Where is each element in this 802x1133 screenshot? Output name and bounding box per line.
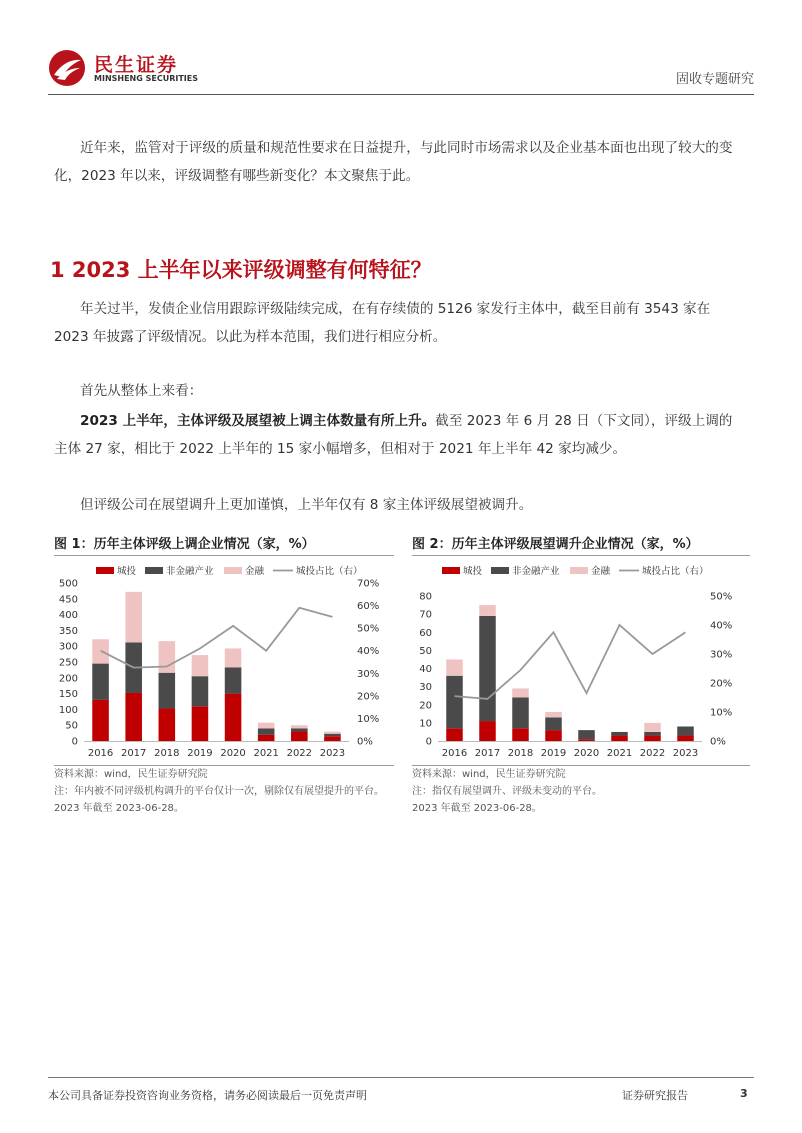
x-tick-label: 2020 [573,748,600,759]
x-tick-label: 2016 [87,748,114,759]
y-tick-label: 40 [419,664,432,675]
y-tick-label: 0 [425,736,432,748]
legend-label: 非金融产业 [512,566,560,577]
legend-label: 金融 [245,566,265,577]
y-tick-label: 300 [58,641,78,653]
bar-segment [578,739,595,741]
bar-segment [324,732,341,734]
y-tick-label: 10 [419,718,432,730]
y2-tick-label: 0% [710,736,726,748]
bar-segment [159,673,176,709]
y2-tick-label: 10% [710,707,733,719]
brand-logo [48,46,198,90]
bar-segment [512,698,529,729]
bar-segment [446,676,463,729]
bar-segment [611,732,628,736]
page-header [48,40,754,95]
y-tick-label: 30 [419,682,432,694]
bar-segment [125,693,142,741]
y-tick-label: 350 [58,625,78,637]
figure-2-note: 注：指仅有展望调升、评级未变动的平台。 [412,786,602,797]
legend-label: 城投 [117,566,137,577]
y-tick-label: 450 [58,594,78,606]
page-number: 3 [740,1087,748,1100]
x-tick-label: 2022 [639,748,666,759]
bar-segment [225,694,242,741]
y-tick-label: 0 [71,736,78,748]
paragraph-sample: 年关过半，发债企业信用跟踪评级陆续完成，在有存续债的 5126 家发行主体中，截至目前有 3543 家在 2023 年披露了评级情况。以此为样本范围，我们进行相应分析。 [54,301,711,345]
legend-swatch [491,567,509,574]
y2-tick-label: 50% [357,623,380,635]
figure-1-title: 图 1：历年主体评级上调企业情况（家，%） [54,537,315,552]
legend-swatch [570,567,588,574]
figure-1-chart [54,558,394,764]
bar-segment [677,736,694,741]
figure-2-date-note: 2023 年截至 2023-06-28。 [412,803,542,814]
x-tick-label: 2018 [154,748,180,759]
report-type: 固收专题研究 [675,72,754,87]
legend-label: 城投 [463,566,483,577]
x-tick-label: 2022 [286,748,313,759]
bar-segment [92,700,109,741]
bar-segment [159,641,176,673]
brand-name-en: MINSHENG SECURITIES [94,74,198,83]
bar-segment [192,706,209,741]
bar-segment [225,648,242,667]
bar-segment [545,730,562,741]
legend-swatch [145,567,163,574]
figure-1-source: 资料来源：wind，民生证券研究院 [54,769,208,780]
y-tick-label: 60 [419,627,432,639]
x-tick-label: 2020 [220,748,246,759]
y2-tick-label: 60% [357,601,380,613]
bar-segment [446,659,463,675]
figure-1-note: 注：年内被不同评级机构调升的平台仅计一次，剔除仅有展望提升的平台。 [54,786,384,797]
x-tick-label: 2017 [120,748,147,759]
bar-segment [291,725,308,728]
bar-segment [545,712,562,717]
intro-paragraph: 近年来，监管对于评级的质量和规范性要求在日益提升，与此同时市场需求以及企业基本面也出现了较大的变化，2023 年以来，评级调整有哪些新变化？本文聚焦于此。 [54,140,733,184]
x-tick-label: 2019 [540,748,567,759]
bar-segment [479,605,496,616]
x-tick-label: 2023 [319,748,346,759]
x-tick-label: 2016 [441,748,468,759]
y2-tick-label: 20% [357,691,380,703]
bar-segment [644,732,661,736]
brand-name-cn: 民生证券 [94,54,179,76]
bar-segment [159,708,176,741]
y-tick-label: 70 [419,609,432,621]
y-tick-label: 150 [58,689,78,701]
y2-tick-label: 70% [357,578,380,590]
footer-rule [48,1077,754,1078]
minsheng-logo-icon [48,49,86,87]
paragraph-outlook: 但评级公司在展望调升上更加谨慎，上半年仅有 8 家主体评级展望被调升。 [80,497,533,513]
legend-label: 城投占比（右） [296,566,363,577]
section-title: 1 2023 上半年以来评级调整有何特征？ [50,258,432,282]
figure-2-source: 资料来源：wind，民生证券研究院 [412,769,566,780]
bar-segment [258,723,275,729]
bar-segment [258,728,275,734]
y2-tick-label: 40% [357,646,380,658]
bar-segment [446,728,463,741]
bar-segment [92,664,109,700]
figure-1-rule [54,555,394,556]
legend-swatch [96,567,114,574]
x-tick-label: 2018 [507,748,534,759]
y-tick-label: 250 [58,657,78,669]
y2-tick-label: 0% [357,736,373,748]
legend-label: 金融 [591,566,611,577]
bar-segment [611,736,628,741]
bar-segment [324,734,341,737]
bar-segment [291,732,308,741]
legend-swatch [224,567,242,574]
x-tick-label: 2023 [672,748,699,759]
paragraph-overview: 首先从整体上来看： [80,383,203,399]
bar-segment [125,592,142,643]
x-tick-label: 2021 [606,748,633,759]
bar-segment [644,736,661,741]
x-tick-label: 2017 [474,748,501,759]
bar-segment [192,676,209,706]
legend-label: 城投占比（右） [642,566,709,577]
legend-swatch [442,567,460,574]
x-tick-label: 2019 [187,748,213,759]
y2-tick-label: 30% [357,668,380,680]
y-tick-label: 100 [58,704,78,716]
x-tick-label: 2021 [253,748,279,759]
y2-tick-label: 10% [357,713,380,725]
figure-1-date-note: 2023 年截至 2023-06-28。 [54,803,184,814]
bar-segment [479,616,496,721]
y-tick-label: 50 [419,645,432,657]
figure-2-rule [412,555,750,556]
y-tick-label: 80 [419,591,432,603]
y-tick-label: 20 [419,700,432,712]
key-finding: 2023 上半年，主体评级及展望被上调主体数量有所上升。 [80,413,436,429]
bar-segment [225,667,242,693]
bar-segment [291,728,308,731]
bar-segment [512,728,529,741]
bar-segment [644,723,661,732]
y-tick-label: 400 [58,610,78,622]
figure-2-chart [412,558,750,764]
footer-disclaimer: 本公司具备证券投资咨询业务资格，请务必阅读最后一页免责声明 [48,1089,367,1102]
bar-segment [545,717,562,730]
y-tick-label: 50 [65,720,78,732]
y2-tick-label: 20% [710,678,733,690]
footer-label: 证券研究报告 [622,1089,688,1102]
bar-segment [324,736,341,741]
figure-2-title: 图 2：历年主体评级展望调升企业情况（家，%） [412,537,699,552]
bar-segment [578,730,595,739]
bar-segment [479,721,496,741]
bar-segment [677,727,694,736]
bar-segment [192,655,209,676]
legend-label: 非金融产业 [166,566,214,577]
y-tick-label: 500 [58,578,78,590]
y-tick-label: 200 [58,673,78,685]
bar-segment [258,735,275,741]
y2-tick-label: 30% [710,649,733,661]
bar-segment [512,688,529,697]
paragraph-upgrades-detail: 截至 2023 年 6 月 28 日（下文同），评级上调的主体 27 家，相比于 2022 上半年的 15 家小幅增多，但相对于 2021 年上半年 42 家均减少。 [54,413,733,457]
y2-tick-label: 40% [710,620,733,632]
paragraph-upgrades [54,408,744,463]
y2-tick-label: 50% [710,591,733,603]
